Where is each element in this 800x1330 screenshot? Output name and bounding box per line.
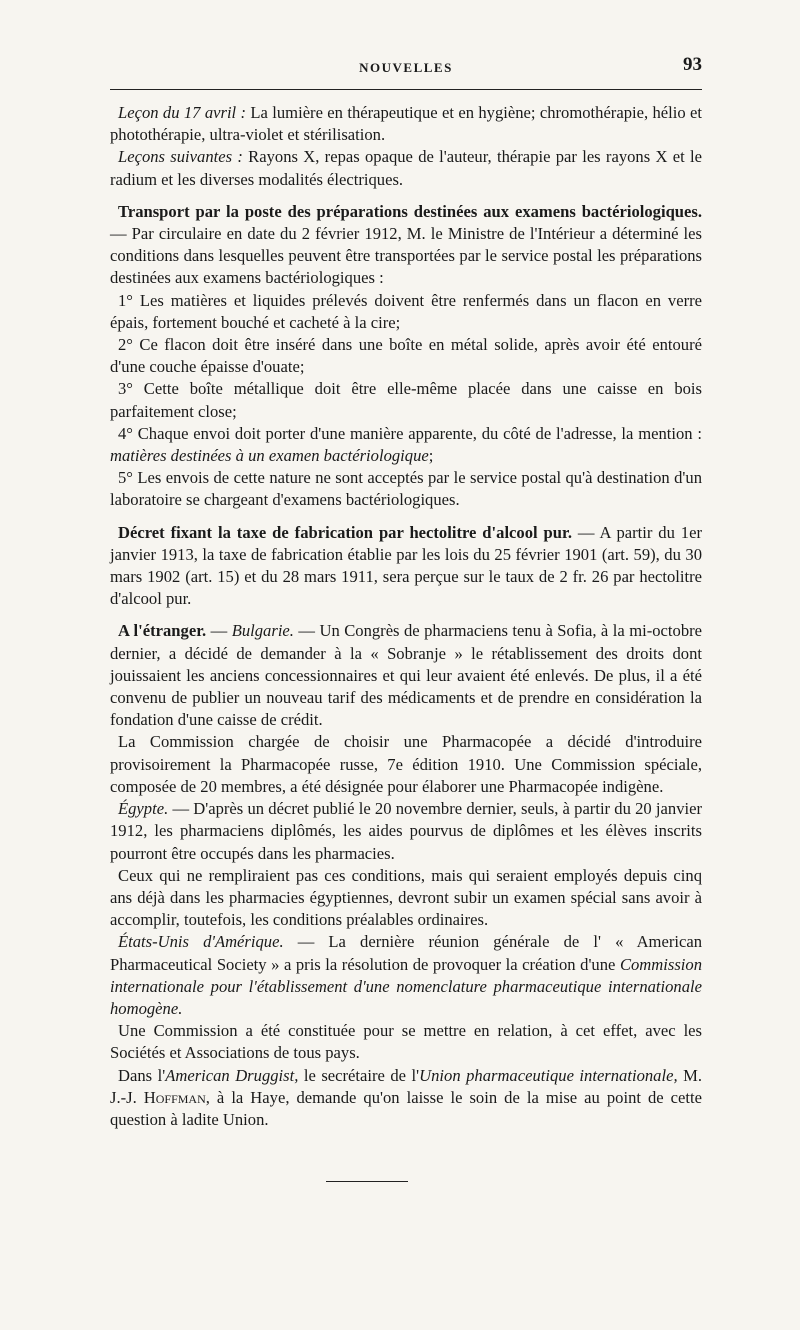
decret-heading: Décret fixant la taxe de fabrication par hectolitre d'alcool pur. [118, 522, 572, 542]
union-title: Union pharmaceutique internationale, [419, 1065, 678, 1085]
usa-label: États-Unis d'Amérique. [118, 932, 284, 952]
page-header [110, 54, 702, 84]
transport-intro-text: — Par circulaire en date du 2 février 1912, M. le Ministre de l'Intérieur a déterminé les conditions dans lesquelles peuvent être transportées par le service postal les préparations destinées aux examens bactériologiques : [110, 224, 702, 288]
paragraph-commission-pharmacopee: La Commission chargée de choisir une Pharmacopée a décidé d'introduire provisoirement la Pharmacopée russe, 7e édition 1910. Une Commission spéciale, composée de 20 membres, a été désignée pour élaborer une Pharmacopée indigène. [110, 732, 702, 796]
lesson-1-text: La lumière en thérapeutique et en hygiène; chromothérapie, hélio et photothérapie, ultra-violet et stérilisation. [110, 103, 702, 145]
american-druggist-title: American Druggist, [165, 1065, 299, 1085]
transport-item-4-text: 4° Chaque envoi doit porter d'une manière apparente, du côté de l'adresse, la mention : [118, 423, 702, 443]
header-rule [110, 89, 702, 90]
paragraph-usa [110, 931, 702, 1020]
transport-item-2: 2° Ce flacon doit être inséré dans une boîte en métal solide, après avoir été entouré d'une couche épaisse d'ouate; [110, 335, 702, 377]
lesson-1-label: Leçon du 17 avril : [118, 103, 247, 122]
paragraph-dans [110, 1065, 702, 1132]
transport-item-3: 3° Cette boîte métallique doit être elle-même placée dans une caisse en bois parfaitement close; [110, 379, 702, 421]
hoffman-name: Hoffman [143, 1087, 206, 1107]
etranger-heading: A l'étranger. [118, 621, 207, 641]
transport-item-5: 5° Les envois de cette nature ne sont acceptés par le service postal qu'à destination d'un laboratoire se chargeant d'examens bactériologiques. [110, 468, 702, 510]
bulgarie-label: Bulgarie. [231, 621, 294, 641]
paragraph-decret [110, 522, 702, 611]
transport-item-4-end: ; [428, 446, 434, 466]
usa-commission-title: Commission internationale pour l'établissement d'une nomenclature pharmaceutique internationale homogène. [110, 954, 702, 1018]
egypte-label: Égypte. [118, 799, 169, 819]
decret-text: — A partir du 1er janvier 1913, la taxe de fabrication établie par les lois du 25 février 1901 (art. 59), du 30 mars 1902 (art. 15) et du 28 mars 1911, sera perçue sur le taux de 2 fr. 26 par hectolitre d'alcool pur. [110, 522, 702, 609]
egypte-text: — D'après un décret publié le 20 novembre dernier, seuls, à partir du 20 janvier 1912, les pharmaciens diplômés, les aides pourvus de diplômes et les élèves inscrits pourront être occupés dans les pharmacies. [110, 799, 702, 863]
paragraph-lesson-2 [110, 146, 702, 190]
transport-item-4-mention: matières destinées à un examen bactériologique [110, 446, 429, 466]
lesson-2-label: Leçons suivantes : [118, 147, 243, 167]
dans-text-4: , à la Haye, demande qu'on laisse le soin de la mise au point de cette question à ladite Union. [110, 1087, 702, 1129]
end-rule [326, 1181, 408, 1182]
page-number: 93 [683, 54, 702, 75]
dans-text-1: Dans l' [118, 1065, 166, 1085]
transport-heading: Transport par la poste des préparations destinées aux examens bactériologiques. [118, 201, 702, 221]
usa-text: — La dernière réunion générale de l' « American Pharmaceutical Society » a pris la résolution de provoquer la création d'une [110, 932, 702, 974]
paragraph-bulgarie: A l'étranger. — Bulgarie. — Un Congrès de pharmaciens tenu à Sofia, à la mi-octobre dernier, a décidé de demander à la « Sobranje » le rétablissement des droits dont jouissaient les anciens concessionnaires et qui leur avaient été enlevés. De plus, il a été convenu de publier un nouveau tarif des médicaments et de prendre en considération la fondation d'une caisse de crédit. [110, 621, 703, 730]
paragraph-egypte [110, 798, 702, 865]
paragraph-lesson-1 [110, 102, 702, 146]
running-title: NOUVELLES [359, 60, 453, 75]
paragraph-transport-intro [110, 201, 702, 290]
paragraph-egypte-ceux: Ceux qui ne rempliraient pas ces conditions, mais qui seraient employés depuis cinq ans déjà dans les pharmacies égyptiennes, devront subir un examen spécial sans avoir à accomplir, toutefois, les conditions préalables ordinaires. [110, 865, 702, 930]
article-body [110, 102, 702, 1131]
paragraph-une-commission: Une Commission a été constituée pour se mettre en relation, à cet effet, avec les Sociétés et Associations de tous pays. [110, 1021, 702, 1063]
dans-text-3: M. J.-J. [110, 1065, 702, 1107]
dans-text-2: le secrétaire de l' [298, 1065, 420, 1085]
lesson-2-text: Rayons X, repas opaque de l'auteur, thérapie par les rayons X et le radium et les diverses modalités électriques. [110, 147, 702, 189]
transport-item-1: 1° Les matières et liquides prélevés doivent être renfermés dans un flacon en verre épais, fortement bouché et cacheté à la cire; [110, 290, 702, 332]
bulgarie-text: — Un Congrès de pharmaciens tenu à Sofia, à la mi-octobre dernier, a décidé de demander à la « Sobranje » le rétablissement des droits dont jouissaient les anciens concessionnaires et qui leur avaient été enlevés. De plus, il a été convenu de publier un nouveau tarif des médicaments et de prendre en considération la fondation d'une caisse de crédit. [110, 621, 703, 730]
transport-item-4 [110, 423, 702, 467]
